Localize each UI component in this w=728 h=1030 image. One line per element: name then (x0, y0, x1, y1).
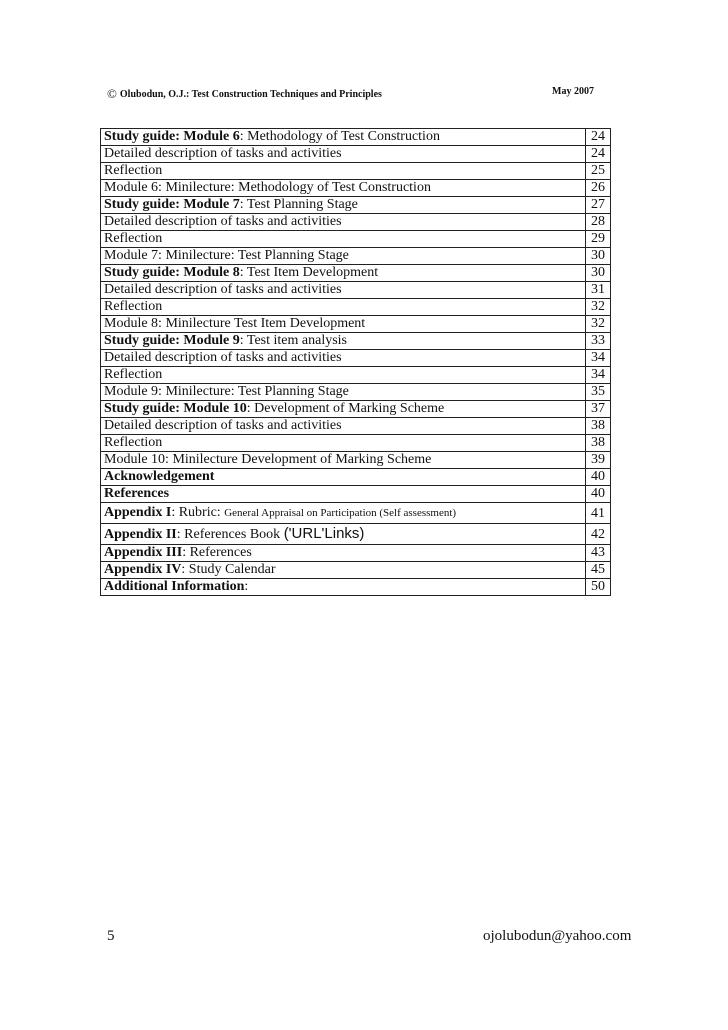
toc-entry-text: Module 9: Minilecture: Test Planning Stage (104, 384, 349, 399)
toc-entry-text: : Methodology of Test Construction (239, 129, 440, 144)
footer-email: ojolubodun@yahoo.com (483, 928, 632, 944)
header-date: May 2007 (552, 86, 594, 97)
toc-row (101, 350, 611, 367)
toc-page-number: 32 (586, 299, 611, 316)
toc-entry (101, 503, 586, 524)
toc-entry-text: : Development of Marking Scheme (246, 401, 445, 416)
toc-page-number: 43 (586, 545, 611, 562)
toc-page-number: 50 (586, 579, 611, 596)
toc-page-number: 38 (586, 435, 611, 452)
toc-entry-text: Detailed description of tasks and activities (104, 214, 342, 229)
toc-entry-heading: Study guide: Module 7 (104, 197, 240, 212)
toc-page-number: 39 (586, 452, 611, 469)
toc-page-number: 27 (586, 197, 611, 214)
toc-row (101, 469, 611, 486)
toc-entry (101, 545, 586, 562)
toc-entry-text: : Rubric: (171, 505, 225, 520)
toc-row (101, 503, 611, 524)
toc-entry (101, 146, 586, 163)
toc-entry-heading: Appendix I (104, 505, 172, 520)
toc-entry-text: : Test Item Development (239, 265, 379, 280)
toc-entry-heading: Study guide: Module 6 (104, 129, 240, 144)
page-number: 5 (107, 928, 115, 944)
toc-row (101, 435, 611, 452)
toc-entry (101, 367, 586, 384)
toc-row (101, 197, 611, 214)
toc-page-number: 38 (586, 418, 611, 435)
toc-entry-subtext: General Appraisal on Participation (Self assessment) (224, 507, 457, 519)
toc-page-number: 35 (586, 384, 611, 401)
toc-entry-heading: References (104, 486, 170, 501)
table-of-contents (100, 128, 611, 596)
toc-page-number: 28 (586, 214, 611, 231)
toc-entry (101, 214, 586, 231)
toc-entry (101, 299, 586, 316)
toc-entry (101, 469, 586, 486)
toc-row (101, 299, 611, 316)
toc-entry-text: : Study Calendar (181, 562, 276, 577)
toc-entry (101, 350, 586, 367)
toc-entry (101, 562, 586, 579)
toc-page-number: 34 (586, 350, 611, 367)
toc-row (101, 282, 611, 299)
toc-entry-text: Reflection (104, 435, 163, 450)
toc-entry-text: Module 7: Minilecture: Test Planning Stage (104, 248, 349, 263)
toc-entry (101, 435, 586, 452)
toc-row (101, 367, 611, 384)
toc-entry (101, 180, 586, 197)
toc-entry-text: Reflection (104, 299, 163, 314)
toc-entry-text: Detailed description of tasks and activities (104, 282, 342, 297)
toc-page-number: 32 (586, 316, 611, 333)
toc-entry-text: Detailed description of tasks and activities (104, 146, 342, 161)
toc-entry (101, 579, 586, 596)
toc-entry-text: Reflection (104, 231, 163, 246)
toc-entry-heading: Study guide: Module 10 (104, 401, 247, 416)
toc-entry (101, 163, 586, 180)
toc-entry-text: : References Book (176, 527, 284, 542)
toc-page-number: 30 (586, 265, 611, 282)
toc-entry (101, 248, 586, 265)
toc-entry-text: : (244, 579, 249, 594)
toc-page-number: 37 (586, 401, 611, 418)
toc-entry-heading: Additional Information (104, 579, 245, 594)
toc-row (101, 545, 611, 562)
toc-row (101, 401, 611, 418)
toc-page-number: 40 (586, 469, 611, 486)
toc-entry-text: : Test item analysis (239, 333, 347, 348)
toc-entry (101, 197, 586, 214)
toc-entry-heading: Study guide: Module 9 (104, 333, 240, 348)
toc-entry (101, 452, 586, 469)
toc-entry (101, 401, 586, 418)
toc-row (101, 163, 611, 180)
toc-page-number: 42 (586, 524, 611, 545)
toc-page-number: 25 (586, 163, 611, 180)
toc-row (101, 248, 611, 265)
toc-row (101, 418, 611, 435)
toc-row (101, 316, 611, 333)
toc-page-number: 45 (586, 562, 611, 579)
toc-row (101, 231, 611, 248)
toc-entry-heading: Acknowledgement (104, 469, 215, 484)
copyright-symbol: © (107, 86, 117, 101)
toc-row (101, 452, 611, 469)
toc-row (101, 129, 611, 146)
toc-entry-subtext: ('URL'Links) (283, 525, 365, 542)
toc-entry-text: Module 6: Minilecture: Methodology of Test Construction (104, 180, 431, 195)
toc-entry (101, 282, 586, 299)
toc-entry-heading: Appendix II (104, 527, 177, 542)
toc-page-number: 33 (586, 333, 611, 350)
toc-entry (101, 265, 586, 282)
toc-row (101, 333, 611, 350)
toc-entry (101, 333, 586, 350)
toc-page-number: 34 (586, 367, 611, 384)
toc-entry-text: Detailed description of tasks and activities (104, 418, 342, 433)
toc-row (101, 486, 611, 503)
toc-row (101, 146, 611, 163)
toc-page-number: 24 (586, 129, 611, 146)
toc-page-number: 24 (586, 146, 611, 163)
toc-entry-text: Module 8: Minilecture Test Item Development (104, 316, 366, 331)
toc-entry-text: Module 10: Minilecture Development of Marking Scheme (104, 452, 432, 467)
toc-entry-text: Reflection (104, 163, 163, 178)
toc-entry-heading: Appendix III (104, 545, 183, 560)
toc-entry (101, 524, 586, 545)
toc-entry (101, 418, 586, 435)
toc-page-number: 29 (586, 231, 611, 248)
toc-entry (101, 129, 586, 146)
toc-page-number: 40 (586, 486, 611, 503)
toc-entry (101, 316, 586, 333)
toc-entry-heading: Study guide: Module 8 (104, 265, 240, 280)
toc-entry-text: Detailed description of tasks and activities (104, 350, 342, 365)
header-title: Olubodun, O.J.: Test Construction Techniques and Principles (119, 89, 382, 100)
toc-body (101, 129, 611, 596)
toc-page-number: 26 (586, 180, 611, 197)
toc-entry (101, 486, 586, 503)
toc-page-number: 30 (586, 248, 611, 265)
toc-entry-text: : Test Planning Stage (239, 197, 358, 212)
toc-entry (101, 231, 586, 248)
toc-row (101, 214, 611, 231)
toc-page-number: 31 (586, 282, 611, 299)
header-title-group (107, 86, 382, 102)
toc-row (101, 562, 611, 579)
toc-row (101, 265, 611, 282)
toc-row (101, 524, 611, 545)
toc-row (101, 180, 611, 197)
toc-page-number: 41 (586, 503, 611, 524)
toc-entry-text: Reflection (104, 367, 163, 382)
toc-entry-text: : References (182, 545, 252, 560)
toc-row (101, 384, 611, 401)
toc-entry-heading: Appendix IV (104, 562, 182, 577)
toc-entry (101, 384, 586, 401)
toc-row (101, 579, 611, 596)
